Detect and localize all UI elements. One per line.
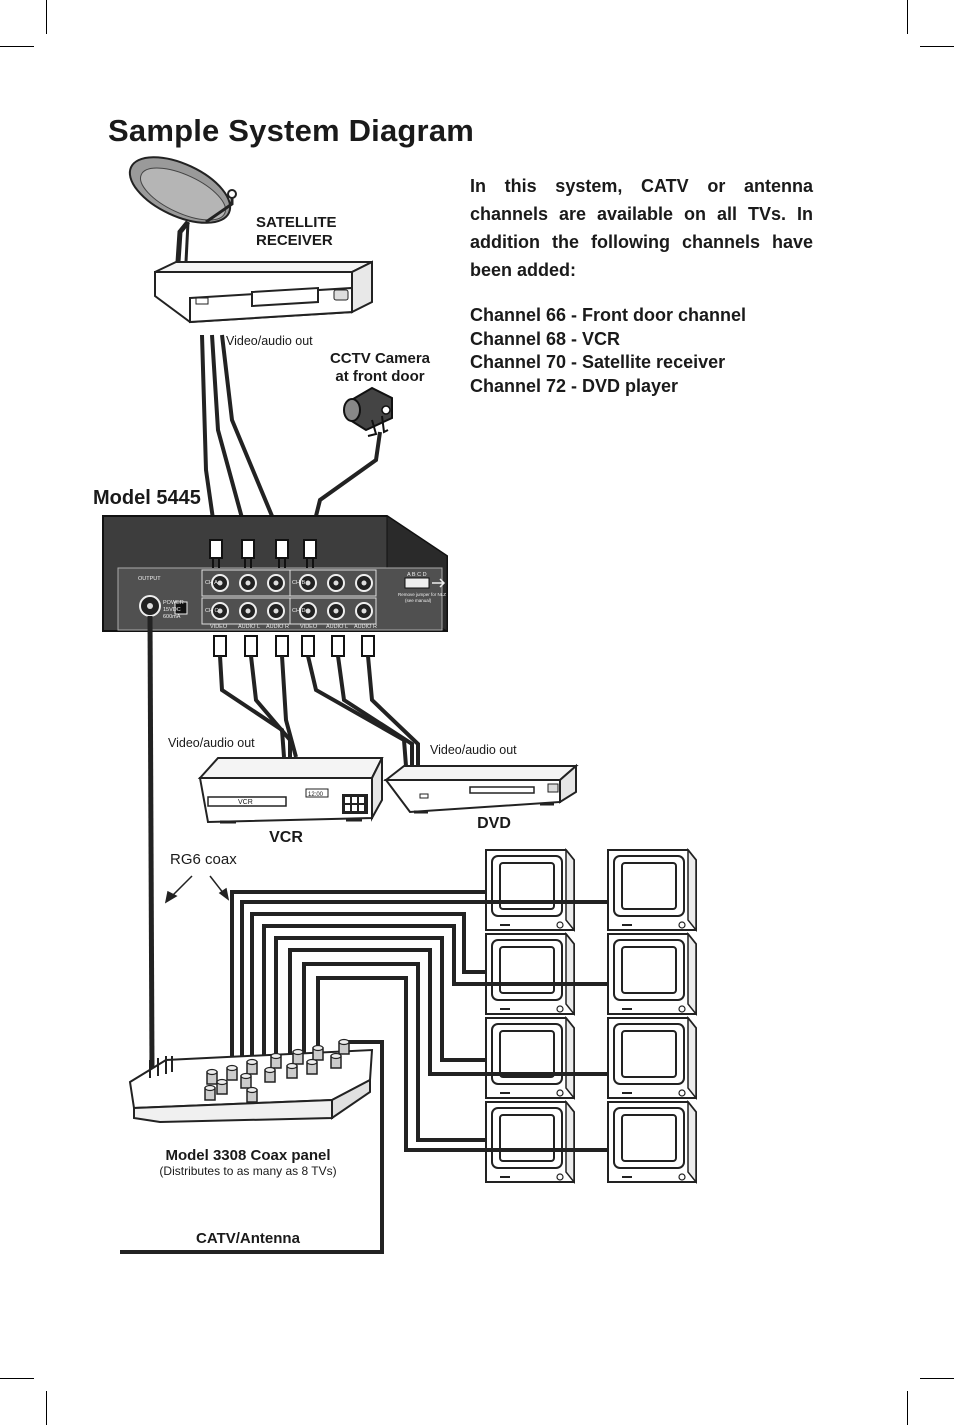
page-title: Sample System Diagram <box>108 113 475 148</box>
tv-monitor-icon <box>486 1018 574 1098</box>
vcr-label: VCR <box>269 829 303 846</box>
audio-l-jack-label: AUDIO L <box>238 624 261 630</box>
f-connector <box>307 1060 317 1075</box>
tv-monitor-icon <box>486 934 574 1014</box>
f-connector <box>313 1046 323 1061</box>
vcr-icon <box>200 758 382 822</box>
tv-monitor-icon <box>486 1102 574 1182</box>
f-connector <box>227 1066 237 1081</box>
channel-a-label: CH A <box>205 580 218 586</box>
f-connector <box>217 1080 227 1095</box>
power-spec-label: 15VDC <box>163 607 181 613</box>
satellite-dish-icon <box>120 144 240 262</box>
power-port-label: POWER <box>163 600 184 606</box>
tv-monitor-icon <box>608 850 696 930</box>
video-jack-label: VIDEO <box>300 624 318 630</box>
channel-d-label: CH D <box>292 608 306 614</box>
tv-monitor-icon <box>608 934 696 1014</box>
dvd-video-out-label: Video/audio out <box>430 743 517 757</box>
f-connector <box>247 1060 257 1075</box>
catv-antenna-label: CATV/Antenna <box>196 1230 300 1247</box>
f-connector <box>271 1054 281 1069</box>
channel-c-label: CH C <box>205 608 219 614</box>
f-connector <box>241 1074 251 1089</box>
f-connector <box>265 1068 275 1083</box>
audio-l-jack-label: AUDIO L <box>326 624 349 630</box>
coax-panel-sublabel: (Distributes to as many as 8 TVs) <box>159 1164 337 1178</box>
channel-item: Channel 66 - Front door channel <box>470 305 747 325</box>
dvd-label: DVD <box>477 815 511 832</box>
cctv-label: CCTV Camera <box>329 350 431 367</box>
f-connector <box>205 1086 215 1101</box>
f-connector <box>293 1050 303 1065</box>
audio-r-jack-label: AUDIO R <box>354 624 377 630</box>
channel-item: Channel 70 - Satellite receiver <box>470 352 726 372</box>
output-port-label: OUTPUT <box>138 576 161 582</box>
f-connector <box>247 1088 257 1103</box>
coax-panel-label: Model 3308 Coax panel <box>165 1147 331 1164</box>
tv-monitor-icon <box>608 1018 696 1098</box>
vcr-video-out-label: Video/audio out <box>168 736 255 750</box>
satellite-receiver-icon <box>155 262 372 322</box>
power-spec-label: 600mA <box>163 614 181 620</box>
intro-paragraph: In this system, CATV or antenna channels are available on all TVs. In addition the following channels have been added: <box>470 176 813 280</box>
channel-item: Channel 72 - DVD player <box>470 375 679 396</box>
dvd-player-icon <box>386 766 576 812</box>
cctv-label: at front door <box>335 368 425 385</box>
jumper-note: (see manual) <box>405 598 432 603</box>
channel-b-label: CH B <box>292 580 306 586</box>
dip-switch-label: A B C D <box>407 572 427 578</box>
tv-monitor-icon <box>608 1102 696 1182</box>
audio-r-jack-label: AUDIO R <box>266 624 289 630</box>
satellite-video-out-label: Video/audio out <box>226 334 313 348</box>
f-connector <box>287 1064 297 1079</box>
satellite-receiver-label: RECEIVER <box>256 232 333 249</box>
model-5445-label: Model 5445 <box>93 487 201 509</box>
f-connector <box>339 1040 349 1055</box>
arrow-icon <box>166 876 228 902</box>
vcr-face-label: VCR <box>238 799 253 806</box>
jumper-note: Remove jumper for NLZ <box>398 592 447 597</box>
f-connector <box>331 1054 341 1069</box>
model-5445-unit <box>103 516 447 631</box>
video-jack-label: VIDEO <box>210 624 228 630</box>
tv-monitors <box>486 850 696 1182</box>
rca-plugs-bottom <box>214 636 374 656</box>
f-connector <box>207 1070 217 1085</box>
tv-monitor-icon <box>486 850 574 930</box>
rg6-coax-label: RG6 coax <box>170 851 237 868</box>
cctv-camera-icon <box>344 388 392 436</box>
vcr-counter: 12:00 <box>308 792 324 798</box>
channel-item: Channel 68 - VCR <box>470 328 621 349</box>
satellite-receiver-label: SATELLITE <box>256 214 337 231</box>
